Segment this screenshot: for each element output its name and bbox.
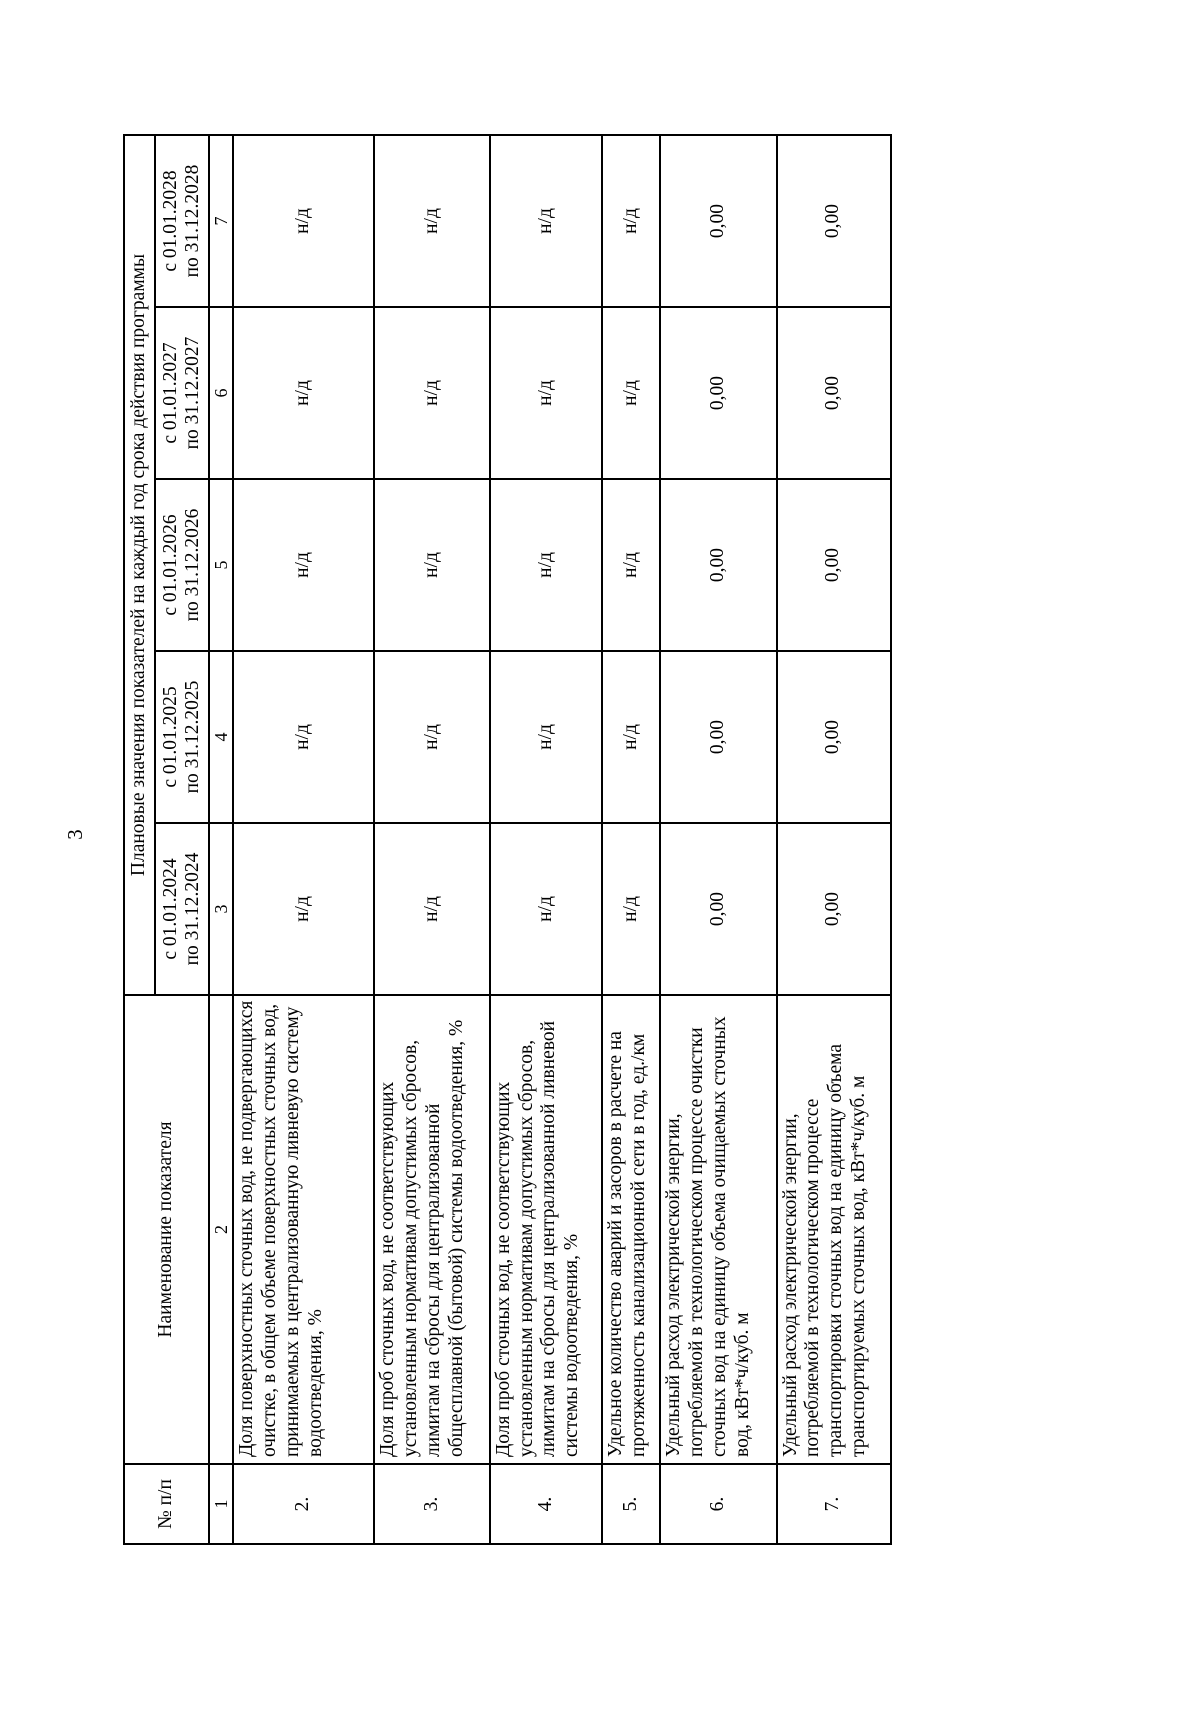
value-cell: 0,00 <box>660 823 776 995</box>
value-cell: 0,00 <box>660 135 776 307</box>
value-cell: н/д <box>602 307 660 479</box>
row-number: 3. <box>374 1464 489 1544</box>
header-period <box>155 479 209 651</box>
header-period <box>155 307 209 479</box>
row-number: 2. <box>233 1464 374 1544</box>
value-cell: 0,00 <box>777 479 891 651</box>
table-row <box>490 135 602 1544</box>
value-cell: 0,00 <box>777 135 891 307</box>
row-number: 4. <box>490 1464 602 1544</box>
column-number: 2 <box>209 995 233 1464</box>
value-cell: 0,00 <box>660 479 776 651</box>
value-cell: н/д <box>233 479 374 651</box>
table-row <box>777 135 891 1544</box>
period-from: с 01.01.2028 <box>159 170 181 272</box>
value-cell: н/д <box>374 307 489 479</box>
value-cell: 0,00 <box>777 823 891 995</box>
value-cell: н/д <box>490 479 602 651</box>
column-number: 1 <box>209 1464 233 1544</box>
value-cell: н/д <box>233 823 374 995</box>
value-cell: 0,00 <box>777 651 891 823</box>
period-to: по 31.12.2025 <box>182 680 204 794</box>
value-cell: н/д <box>374 479 489 651</box>
row-number: 6. <box>660 1464 776 1544</box>
table-row <box>602 135 660 1544</box>
header-name: Наименование показателя <box>124 995 209 1464</box>
value-cell: н/д <box>374 135 489 307</box>
value-cell: н/д <box>602 479 660 651</box>
column-number: 4 <box>209 651 233 823</box>
column-number: 3 <box>209 823 233 995</box>
table-row <box>374 135 489 1544</box>
period-from: с 01.01.2027 <box>159 342 181 444</box>
table-row <box>660 135 776 1544</box>
value-cell: н/д <box>602 823 660 995</box>
header-num: № п/п <box>124 1464 209 1544</box>
row-number: 7. <box>777 1464 891 1544</box>
period-to: по 31.12.2027 <box>182 336 204 450</box>
value-cell: н/д <box>233 307 374 479</box>
value-cell: н/д <box>374 823 489 995</box>
period-to: по 31.12.2024 <box>182 852 204 966</box>
period-to: по 31.12.2026 <box>182 508 204 622</box>
indicator-name: Удельный расход электрической энергии, потребляемой в технологическом процессе транспортировки сточных вод на единицу объема транспортируемых сточных вод, кВт*ч/куб. м <box>777 995 891 1464</box>
value-cell: н/д <box>602 651 660 823</box>
period-from: с 01.01.2026 <box>159 514 181 616</box>
indicators-table <box>123 134 892 1545</box>
column-number: 5 <box>209 479 233 651</box>
value-cell: н/д <box>490 651 602 823</box>
period-to: по 31.12.2028 <box>182 164 204 278</box>
header-row-group <box>124 135 155 1544</box>
value-cell: н/д <box>490 823 602 995</box>
page-number: 3 <box>62 829 87 840</box>
value-cell: 0,00 <box>660 307 776 479</box>
value-cell: 0,00 <box>777 307 891 479</box>
indicator-name: Доля проб сточных вод, не соответствующих установленным нормативам допустимых сбросов, лимитам на сбросы для централизованной общесплавной (бытовой) системы водоотведения, % <box>374 995 489 1464</box>
value-cell: н/д <box>490 135 602 307</box>
value-cell: н/д <box>374 651 489 823</box>
header-period <box>155 651 209 823</box>
value-cell: н/д <box>233 135 374 307</box>
value-cell: н/д <box>490 307 602 479</box>
indicator-name: Удельное количество аварий и засоров в расчете на протяженность канализационной сети в год, ед./км <box>602 995 660 1464</box>
indicator-name: Удельный расход электрической энергии, потребляемой в технологическом процессе очистки сточных вод на единицу объема очищаемых сточных вод, кВт*ч/куб. м <box>660 995 776 1464</box>
header-plan-group: Плановые значения показателей на каждый год срока действия программы <box>124 135 155 995</box>
table-row <box>233 135 374 1544</box>
period-from: с 01.01.2024 <box>159 858 181 960</box>
period-from: с 01.01.2025 <box>159 686 181 788</box>
value-cell: н/д <box>233 651 374 823</box>
row-number: 5. <box>602 1464 660 1544</box>
value-cell: 0,00 <box>660 651 776 823</box>
header-period <box>155 135 209 307</box>
rotated-table-container <box>123 136 892 1545</box>
value-cell: н/д <box>602 135 660 307</box>
indicator-name: Доля проб сточных вод, не соответствующих установленным нормативам допустимых сбросов, лимитам на сбросы для централизованной ливневой системы водоотведения, % <box>490 995 602 1464</box>
column-number-row <box>209 135 233 1544</box>
column-number: 7 <box>209 135 233 307</box>
indicator-name: Доля поверхностных сточных вод, не подвергающихся очистке, в общем объеме поверхностных сточных вод, принимаемых в централизованную ливневую систему водоотведения, % <box>233 995 374 1464</box>
header-period <box>155 823 209 995</box>
column-number: 6 <box>209 307 233 479</box>
